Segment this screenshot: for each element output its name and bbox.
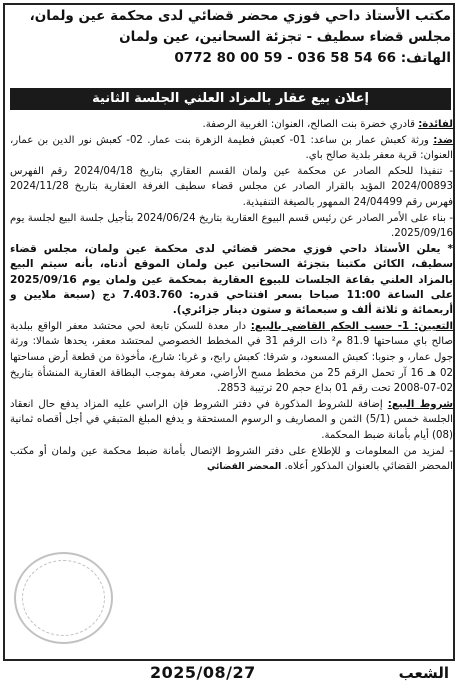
notice-title-banner: إعلان بيع عقار بالمزاد العلني الجلسة الثانية	[10, 88, 451, 110]
beneficiary-label: لفائدة:	[418, 119, 453, 130]
designation-paragraph	[10, 319, 453, 397]
newspaper-name: الشعب	[398, 664, 449, 682]
info-text: - لمزيد من المعلومات و للإطلاع على دفتر الشروط الإتصال بأمانة ضبط محكمة عين ولمان أو مكتب المحضر القضائي بالعنوان المذكور أعلاه.	[10, 445, 453, 473]
info-paragraph	[10, 444, 453, 476]
conditions-label: شروط البيع:	[387, 398, 453, 410]
stamp-inner-ring	[22, 560, 105, 636]
beneficiary-paragraph	[10, 117, 453, 133]
header-office-line: مكتب الأستاذ داحي فوزي محضر قضائي لدى محكمة عين ولمان،	[29, 8, 451, 24]
designation-label: التعيين: 1- حسب الحكم القاضي بالبيع:	[250, 320, 453, 332]
execution-paragraph: - تنفيذا للحكم الصادر عن محكمة عين ولمان القسم العقاري بتاريخ 2024/04/18 رقم الفهرس 2024/00893 المؤيد بالقرار الصادر عن مجلس قضاء سطيف الغرفة العقارية بتاريخ 2024/11/28 فهرس رقم 24/04499 الممهور بالصيغة التنفيذية.	[10, 165, 453, 208]
designation-text: دار معدة للسكن تابعة لحي محتشد معفر الواقع ببلدية صالح باي مساحتها 81.9 م² ذات الرقم 31 في المخطط الخصوصي لمحتشد معفر، يحدها شمالا: ورثة جول عمار، و جنوبا: كعبش المسعود، و شرقا: كعبش رابح، و غربا: شارع، مأخوذة من قطعة أرض مساحتها 02 هـ 16 آر تحمل الرقم 25 من مخطط مسح الأراضي، معرفة بموجب البطاقة العقارية المنشأة بتاريخ 02-07-2008 تحت رقم 01 بداع حجم 20 ترتيبة 2853.	[10, 320, 453, 395]
notice-body	[10, 117, 453, 476]
notice-header	[10, 6, 451, 69]
header-phone-line	[10, 48, 451, 69]
official-stamp-seal	[14, 552, 113, 644]
against-text: ورثة كعبش عمار بن ساعد: 01- كعبش فطيمة الزهرة بنت عمار. 02- كعبش نور الدين بن عمار، العنوان: قرية معفر بلدية صالح باي.	[10, 134, 453, 162]
phone-numbers: 0772 80 00 59 - 036 58 54 66	[174, 50, 397, 66]
beneficiary-text: قادري خضرة بنت الصالح، العنوان: الغربية الرصفة.	[202, 119, 419, 130]
header-address-line: مجلس قضاء سطيف - تجزئة السحانين، عين ولمان	[119, 29, 451, 45]
announcement-paragraph: * يعلن الأستاذ داحي فوزي محضر قضائي لدى محكمة عين ولمان، مجلس قضاء سطيف، الكائن مكتبنا بتجزئة السحانين عين ولمان الموقع أدناه، بأنه سيتم البيع بالمزاد العلني بقاعة الجلسات للبيوع العقارية بمحكمة عين ولمان يوم 2025/09/16 على الساعة 11:00 صباحا بسعر افتتاحي قدره: 7.403.760 دج (سبعة ملايين و أربعمائة و ثلاثة ألف و سبعمائة و ستون دينار جزائري).	[10, 242, 453, 317]
against-label: ضد:	[433, 134, 453, 146]
conditions-text: إضافة للشروط المذكورة في دفتر الشروط فإن الراسي عليه المزاد يدفع حال انعقاد الجلسة خمس (5/1) الثمن و المصاريف و الرسوم المستحقة و يدفع المبلغ المتبقي في أجل أقصاه ثمانية (08) أيام بأمانة ضبط المحكمة.	[10, 398, 453, 441]
publication-footer	[0, 660, 461, 691]
order-paragraph: - بناء على الأمر الصادر عن رئيس قسم البيوع العقارية بتاريخ 2024/06/24 بتأجيل جلسة البيع لجلسة يوم 2025/09/16.	[10, 212, 454, 240]
publication-date: 2025/08/27	[150, 663, 256, 682]
conditions-paragraph	[10, 397, 453, 444]
phone-label: الهاتف:	[400, 50, 451, 66]
against-paragraph	[10, 133, 453, 164]
bailiff-signature: المحضر القضائي	[206, 462, 282, 473]
